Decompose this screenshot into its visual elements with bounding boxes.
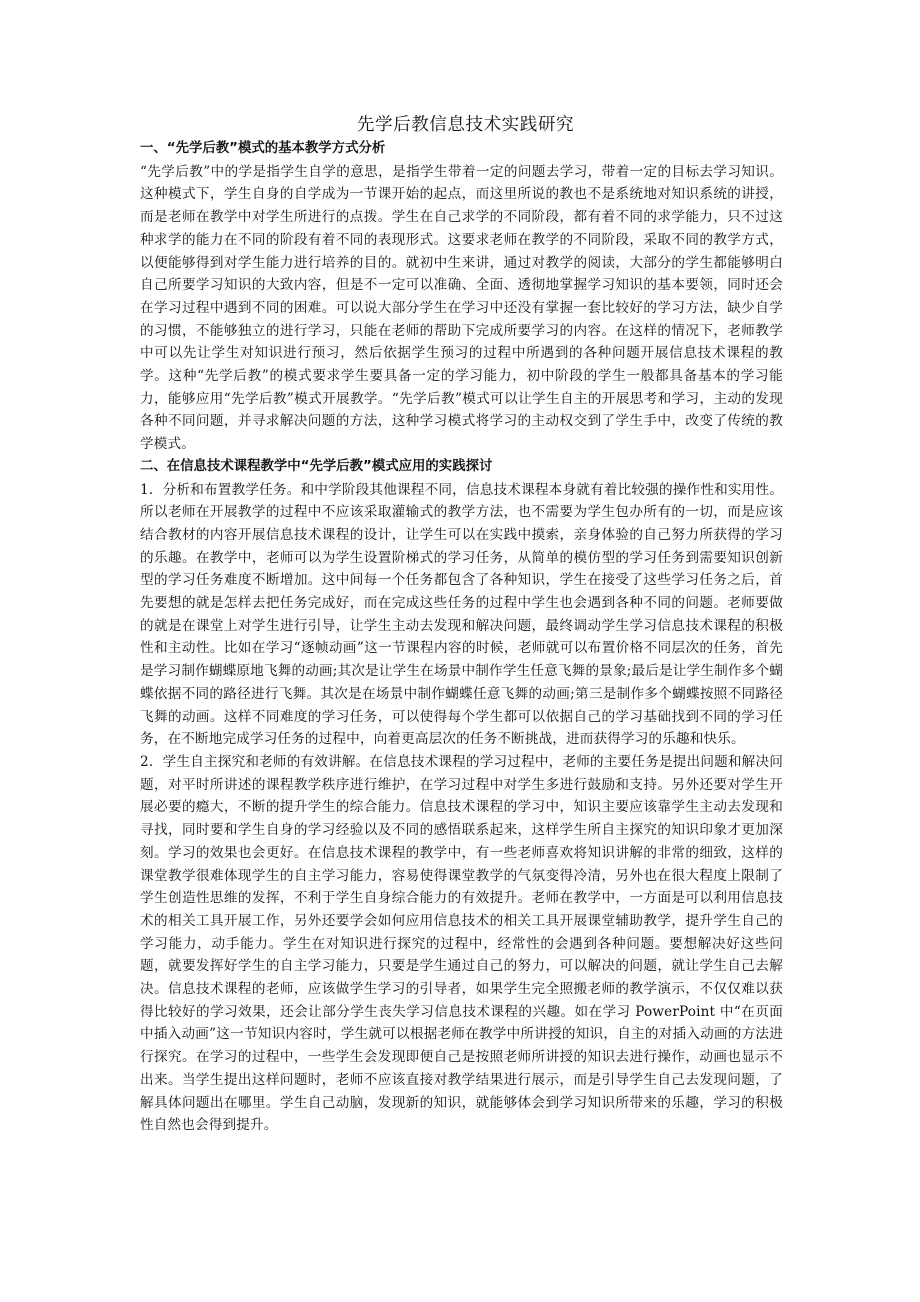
section-1 — [140, 138, 783, 456]
document-title: 先学后教信息技术实践研究 — [356, 115, 575, 135]
section-heading: 二、在信息技术课程教学中“先学后教”模式应用的实践探讨 — [140, 458, 493, 474]
document-body — [140, 113, 783, 1137]
section-2 — [140, 456, 783, 1137]
paragraph: “先学后教”中的学是指学生自学的意思，是指学生带着一定的问题去学习，带着一定的目标去学习知识。这种模式下，学生自身的自学成为一节课开始的起点，而这里所说的教也不是系统地对知识系统的讲授，而是老师在教学中对学生所进行的点拨。学生在自己求学的不同阶段，都有着不同的求学能力，只不过这种求学的能力在不同的阶段有着不同的表现形式。这要求老师在教学的不同阶段，采取不同的教学方式，以便能够得到对学生能力进行培养的目的。就初中生来讲，通过对教学的阅读，大部分的学生都能够明白自己所要学习知识的大致内容，但是不一定可以准确、全面、透彻地掌握学习知识的基本要领，同时还会在学习过程中遇到不同的困难。可以说大部分学生在学习中还没有掌握一套比较好的学习方法，缺少自学的习惯，不能够独立的进行学习，只能在老师的帮助下完成所要学习的内容。在这样的情况下，老师教学中可以先让学生对知识进行预习，然后依据学生预习的过程中所遇到的各种问题开展信息技术课程的教学。这种“先学后教”的模式要求学生要具备一定的学习能力，初中阶段的学生一般都具备基本的学习能力，能够应用“先学后教”模式开展教学。“先学后教”模式可以让学生自主的开展思考和学习，主动的发现各种不同问题，并寻求解决问题的方法，这种学习模式将学习的主动权交到了学生手中，改变了传统的教学模式。 — [140, 163, 783, 453]
paragraph: 1．分析和布置教学任务。和中学阶段其他课程不同，信息技术课程本身就有着比较强的操作性和实用性。所以老师在开展教学的过程中不应该采取灌输式的教学方法，也不需要为学生包办所有的一切，而是应该结合教材的内容开展信息技术课程的设计，让学生可以在实践中摸索，亲身体验的自己努力所获得的学习的乐趣。在教学中，老师可以为学生设置阶梯式的学习任务，从简单的模仿型的学习任务到需要知识创新型的学习任务难度不断增加。这中间每一个任务都包含了各种知识，学生在接受了这些学习任务之后，首先要想的就是怎样去把任务完成好，而在完成这些任务的过程中学生也会遇到各种不同的问题。老师要做的就是在课堂上对学生进行引导，让学生主动去发现和解决问题，最终调动学生学习信息技术课程的积极性和主动性。比如在学习“逐帧动画”这一节课程内容的时候，老师就可以布置价格不同层次的任务，首先是学习制作蝴蝶原地飞舞的动画;其次是让学生在场景中制作学生任意飞舞的景象;最后是让学生制作多个蝴蝶依据不同的路径进行飞舞。其次是在场景中制作蝴蝶任意飞舞的动画;第三是制作多个蝴蝶按照不同路径飞舞的动画。这样不同难度的学习任务，可以使得每个学生都可以依据自己的学习基础找到不同的学习任务，在不断地完成学习任务的过程中，向着更高层次的任务不断挑战，进而获得学习的乐趣和快乐。 — [140, 481, 783, 748]
section-heading: 一、“先学后教”模式的基本教学方式分析 — [140, 141, 386, 156]
paragraph: 2．学生自主探究和老师的有效讲解。在信息技术课程的学习过程中，老师的主要任务是提出问题和解决问题，对平时所讲述的课程教学秩序进行维护，在学习过程中对学生多进行鼓励和支持。另外还要对学生开展必要的瘾大，不断的提升学生的综合能力。信息技术课程的学习中，知识主要应该靠学生主动去发现和寻找，同时要和学生自身的学习经验以及不同的感悟联系起来，这样学生所自主探究的知识印象才更加深刻。学习的效果也会更好。在信息技术课程的教学中，有一些老师喜欢将知识讲解的非常的细致，这样的课堂教学很难体现学生的自主学习能力，容易使得课堂教学的气氛变得冷清，另外也在很大程度上限制了学生创造性思维的发挥，不利于学生自身综合能力的有效提升。老师在教学中，一方面是可以利用信息技术的相关工具开展工作，另外还要学会如何应用信息技术的相关工具开展课堂辅助教学，提升学生自己的学习能力，动手能力。学生在对知识进行探究的过程中，经常性的会遇到各种问题。要想解决好这些问题，就要发挥好学生的自主学习能力，只要是学生通过自己的努力，可以解决的问题，就让学生自己去解决。信息技术课程的老师，应该做学生学习的引导者，如果学生完全照搬老师的教学演示，不仅仅难以获得比较好的学习效果，还会让部分学生丧失学习信息技术课程的兴趣。如在学习 PowerPoint 中“在页面中插入动画”这一节知识内容时，学生就可以根据老师在教学中所讲授的知识，自主的对插入动画的方法进行探究。在学习的过程中，一些学生会发现即便自己是按照老师所讲授的知识去进行操作，动画也显示不出来。当学生提出这样问题时，老师不应该直接对教学结果进行展示，而是引导学生自己去发现问题，了解具体问题出在哪里。学生自己动脑，发现新的知识，就能够体会到学习知识所带来的乐趣，学习的积极性自然也会得到提升。 — [140, 753, 783, 1134]
